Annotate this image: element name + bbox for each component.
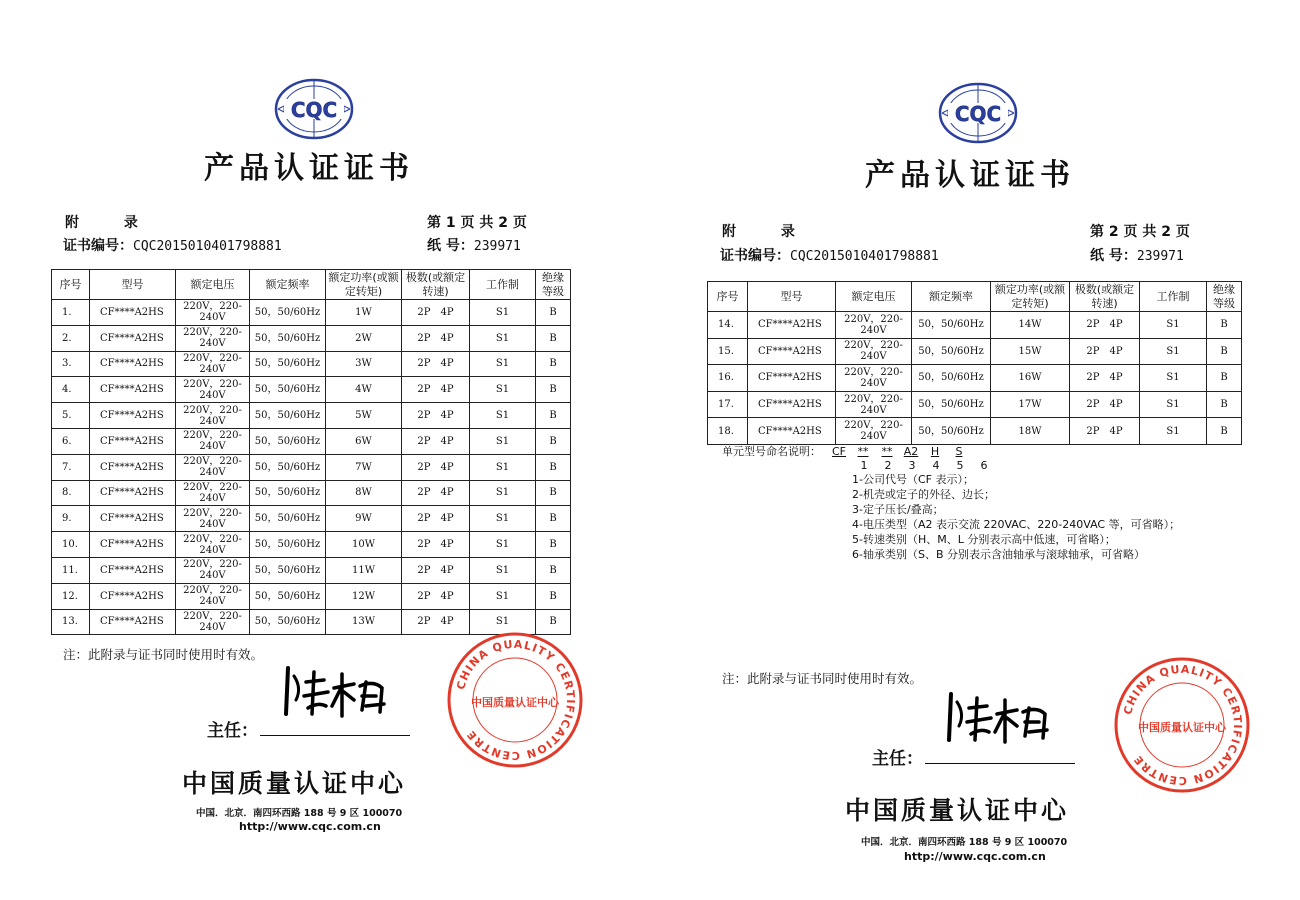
table-cell-no: 18. [708, 418, 748, 445]
table-cell-voltage: 220V，220-240V [176, 300, 250, 326]
table-cell-duty: S1 [1140, 338, 1207, 365]
naming-explanation-item: 6-轴承类别（S、B 分别表示含油轴承与滚球轴承，可省略） [852, 548, 1145, 561]
table-cell-power: 16W [991, 365, 1070, 392]
table-cell-poles: 2P 4P [1070, 365, 1140, 392]
table-header-cell: 极数(或额定转速) [1070, 282, 1140, 312]
table-cell-poles: 2P 4P [1070, 338, 1140, 365]
table-cell-no: 14. [708, 312, 748, 339]
table-cell-freq: 50，50/60Hz [250, 506, 326, 532]
table-cell-power: 15W [991, 338, 1070, 365]
table-cell-ins: B [536, 403, 571, 429]
table-cell-model: CF****A2HS [90, 532, 176, 558]
table-row [708, 312, 1242, 339]
naming-digit: 1 [860, 459, 868, 472]
table-cell-freq: 50，50/60Hz [912, 338, 991, 365]
table-header-row [708, 282, 1242, 312]
table-cell-power: 7W [326, 454, 402, 480]
naming-digit: 2 [884, 459, 892, 472]
naming-explanation-item: 5-转速类别（H、M、L 分别表示高中低速，可省略）； [852, 533, 1116, 546]
naming-pattern: 单元型号命名说明： CF ** ** A2 H S [722, 445, 1180, 459]
table-cell-ins: B [536, 325, 571, 351]
table-cell-model: CF****A2HS [748, 365, 836, 392]
table-cell-model: CF****A2HS [90, 300, 176, 326]
table-cell-no: 2. [52, 325, 90, 351]
table-header-cell: 额定电压 [176, 270, 250, 300]
table-cell-power: 11W [326, 557, 402, 583]
page-info: 第 1 页 共 2 页 [427, 215, 527, 231]
table-cell-voltage: 220V，220-240V [176, 532, 250, 558]
table-cell-no: 10. [52, 532, 90, 558]
table-cell-model: CF****A2HS [748, 338, 836, 365]
table-cell-model: CF****A2HS [90, 377, 176, 403]
table-row [52, 583, 571, 609]
naming-code: H [930, 445, 940, 458]
table-cell-freq: 50，50/60Hz [912, 312, 991, 339]
table-cell-freq: 50，50/60Hz [250, 480, 326, 506]
table-cell-poles: 2P 4P [1070, 312, 1140, 339]
table-cell-ins: B [536, 300, 571, 326]
table-cell-voltage: 220V，220-240V [176, 351, 250, 377]
table-cell-voltage: 220V，220-240V [176, 480, 250, 506]
table-cell-ins: B [536, 428, 571, 454]
cqc-seal-icon [1112, 655, 1252, 795]
table-cell-poles: 2P 4P [402, 403, 470, 429]
organization-address: 中国．北京．南四环西路 188 号 9 区 100070 [861, 837, 1068, 848]
table-cell-poles: 2P 4P [402, 428, 470, 454]
table-cell-voltage: 220V，220-240V [836, 312, 912, 339]
table-row [52, 506, 571, 532]
model-naming-explanation [722, 445, 1180, 563]
table-cell-duty: S1 [470, 325, 536, 351]
table-header-cell: 序号 [708, 282, 748, 312]
table-header-cell: 型号 [90, 270, 176, 300]
naming-explanation-item: 3-定子压长/叠高； [852, 503, 944, 516]
table-cell-power: 5W [326, 403, 402, 429]
table-cell-no: 6. [52, 428, 90, 454]
table-cell-voltage: 220V，220-240V [176, 454, 250, 480]
table-cell-model: CF****A2HS [90, 325, 176, 351]
table-header-cell: 极数(或额定转速) [402, 270, 470, 300]
table-cell-freq: 50，50/60Hz [250, 300, 326, 326]
table-cell-no: 16. [708, 365, 748, 392]
naming-code: ** [881, 445, 893, 458]
cqc-logo-icon [938, 82, 1018, 144]
table-cell-poles: 2P 4P [402, 454, 470, 480]
table-header-cell: 工作制 [470, 270, 536, 300]
table-cell-no: 5. [52, 403, 90, 429]
table-row [52, 300, 571, 326]
table-cell-freq: 50，50/60Hz [250, 532, 326, 558]
model-spec-table [51, 269, 571, 635]
table-header-cell: 额定电压 [836, 282, 912, 312]
table-cell-model: CF****A2HS [90, 557, 176, 583]
table-cell-duty: S1 [470, 300, 536, 326]
table-cell-voltage: 220V，220-240V [176, 557, 250, 583]
table-row [52, 454, 571, 480]
table-row [708, 338, 1242, 365]
table-cell-no: 8. [52, 480, 90, 506]
table-cell-model: CF****A2HS [748, 312, 836, 339]
table-header-cell: 绝缘等级 [536, 270, 571, 300]
table-cell-model: CF****A2HS [748, 391, 836, 418]
naming-code: A2 [903, 445, 919, 458]
organization-url[interactable]: http://www.cqc.com.cn [239, 820, 381, 833]
table-cell-voltage: 220V，220-240V [176, 609, 250, 635]
table-cell-ins: B [536, 583, 571, 609]
table-row [52, 351, 571, 377]
table-cell-freq: 50，50/60Hz [250, 325, 326, 351]
table-header-cell: 序号 [52, 270, 90, 300]
table-cell-duty: S1 [470, 583, 536, 609]
table-cell-model: CF****A2HS [90, 454, 176, 480]
table-cell-model: CF****A2HS [90, 480, 176, 506]
table-cell-duty: S1 [470, 454, 536, 480]
svg-text:中国质量认证中心: 中国质量认证中心 [1138, 721, 1226, 734]
appendix-label: 附 录 [722, 224, 815, 240]
table-cell-no: 3. [52, 351, 90, 377]
certificate-page-2 [650, 0, 1300, 900]
naming-digit: 6 [980, 459, 988, 472]
certificate-title: 产品认证证书 [865, 158, 1075, 193]
table-cell-duty: S1 [470, 557, 536, 583]
table-cell-ins: B [536, 506, 571, 532]
naming-digits [722, 459, 1180, 473]
table-cell-no: 4. [52, 377, 90, 403]
table-cell-duty: S1 [1140, 418, 1207, 445]
table-cell-no: 1. [52, 300, 90, 326]
cqc-logo-icon [274, 78, 354, 140]
table-cell-ins: B [1207, 312, 1242, 339]
table-cell-duty: S1 [470, 480, 536, 506]
naming-code: CF [831, 445, 846, 458]
table-header-row [52, 270, 571, 300]
naming-digit: 3 [908, 459, 916, 472]
paper-number: 纸 号：239971 [1090, 248, 1184, 264]
table-cell-poles: 2P 4P [402, 532, 470, 558]
table-cell-ins: B [536, 609, 571, 635]
table-cell-power: 3W [326, 351, 402, 377]
page-info: 第 2 页 共 2 页 [1090, 224, 1190, 240]
table-cell-power: 8W [326, 480, 402, 506]
table-cell-ins: B [536, 532, 571, 558]
table-cell-model: CF****A2HS [90, 428, 176, 454]
table-cell-poles: 2P 4P [402, 325, 470, 351]
table-cell-poles: 2P 4P [1070, 391, 1140, 418]
validity-note: 注：此附录与证书同时使用时有效。 [722, 671, 923, 686]
table-row [708, 418, 1242, 445]
table-cell-power: 17W [991, 391, 1070, 418]
table-header-cell: 绝缘等级 [1207, 282, 1242, 312]
table-cell-duty: S1 [470, 403, 536, 429]
table-cell-voltage: 220V，220-240V [176, 583, 250, 609]
table-cell-power: 10W [326, 532, 402, 558]
table-row [52, 557, 571, 583]
table-cell-power: 12W [326, 583, 402, 609]
table-cell-poles: 2P 4P [402, 557, 470, 583]
director-sign-line: 主任： [872, 744, 1075, 769]
table-cell-freq: 50，50/60Hz [250, 403, 326, 429]
svg-text:CQC: CQC [290, 98, 338, 122]
table-header-cell: 型号 [748, 282, 836, 312]
organization-name: 中国质量认证中心 [845, 796, 1070, 825]
table-cell-duty: S1 [470, 532, 536, 558]
table-cell-power: 18W [991, 418, 1070, 445]
naming-explanation-item: 4-电压类型（A2 表示交流 220VAC、220-240VAC 等，可省略）； [852, 518, 1181, 531]
certificate-number: 证书编号：CQC2015010401798881 [720, 248, 939, 264]
table-cell-poles: 2P 4P [1070, 418, 1140, 445]
director-signature [262, 662, 402, 724]
table-cell-no: 15. [708, 338, 748, 365]
table-cell-poles: 2P 4P [402, 480, 470, 506]
table-cell-duty: S1 [1140, 391, 1207, 418]
table-cell-voltage: 220V，220-240V [836, 391, 912, 418]
certificate-title: 产品认证证书 [204, 151, 414, 186]
table-cell-duty: S1 [470, 609, 536, 635]
table-row [52, 480, 571, 506]
table-cell-no: 12. [52, 583, 90, 609]
table-cell-ins: B [1207, 365, 1242, 392]
table-cell-model: CF****A2HS [90, 506, 176, 532]
table-row [708, 365, 1242, 392]
table-cell-power: 13W [326, 609, 402, 635]
svg-text:中国质量认证中心: 中国质量认证中心 [471, 696, 559, 709]
svg-text:CHINA QUALITY CERTIFICATION CE: CHINA QUALITY CERTIFICATION CENTRE [1121, 662, 1245, 788]
table-cell-no: 9. [52, 506, 90, 532]
table-header-cell: 工作制 [1140, 282, 1207, 312]
table-row [52, 403, 571, 429]
table-cell-ins: B [536, 454, 571, 480]
table-cell-duty: S1 [470, 377, 536, 403]
table-cell-duty: S1 [470, 428, 536, 454]
validity-note: 注：此附录与证书同时使用时有效。 [63, 647, 264, 662]
director-sign-line: 主任： [207, 716, 410, 741]
table-cell-poles: 2P 4P [402, 300, 470, 326]
table-cell-freq: 50，50/60Hz [250, 583, 326, 609]
table-cell-model: CF****A2HS [90, 609, 176, 635]
svg-text:CQC: CQC [954, 102, 1002, 126]
appendix-label: 附 录 [65, 215, 158, 231]
table-cell-ins: B [1207, 391, 1242, 418]
table-cell-voltage: 220V，220-240V [176, 506, 250, 532]
table-header-cell: 额定频率 [912, 282, 991, 312]
naming-explanations [722, 473, 1180, 563]
table-cell-freq: 50，50/60Hz [250, 557, 326, 583]
table-row [708, 391, 1242, 418]
table-cell-duty: S1 [470, 351, 536, 377]
table-cell-power: 9W [326, 506, 402, 532]
organization-name: 中国质量认证中心 [182, 769, 407, 798]
table-cell-freq: 50，50/60Hz [250, 609, 326, 635]
table-cell-duty: S1 [470, 506, 536, 532]
naming-digit: 5 [956, 459, 964, 472]
table-cell-power: 14W [991, 312, 1070, 339]
table-cell-power: 6W [326, 428, 402, 454]
table-cell-poles: 2P 4P [402, 377, 470, 403]
table-cell-no: 17. [708, 391, 748, 418]
organization-address: 中国．北京．南四环西路 188 号 9 区 100070 [196, 808, 403, 819]
table-cell-model: CF****A2HS [90, 403, 176, 429]
table-cell-voltage: 220V，220-240V [836, 338, 912, 365]
table-cell-freq: 50，50/60Hz [912, 391, 991, 418]
certificate-number: 证书编号：CQC2015010401798881 [63, 238, 282, 254]
table-cell-no: 13. [52, 609, 90, 635]
director-signature [925, 688, 1065, 750]
table-cell-model: CF****A2HS [748, 418, 836, 445]
table-cell-ins: B [536, 377, 571, 403]
table-row [52, 532, 571, 558]
table-cell-model: CF****A2HS [90, 351, 176, 377]
organization-url[interactable]: http://www.cqc.com.cn [904, 850, 1046, 863]
paper-number: 纸 号：239971 [427, 238, 521, 254]
table-cell-no: 7. [52, 454, 90, 480]
table-row [52, 325, 571, 351]
table-cell-duty: S1 [1140, 365, 1207, 392]
table-cell-voltage: 220V，220-240V [176, 428, 250, 454]
table-cell-freq: 50，50/60Hz [250, 377, 326, 403]
table-cell-voltage: 220V，220-240V [176, 377, 250, 403]
cqc-seal-icon [445, 630, 585, 770]
table-cell-voltage: 220V，220-240V [836, 418, 912, 445]
naming-digit: 4 [932, 459, 940, 472]
table-cell-freq: 50，50/60Hz [912, 365, 991, 392]
table-cell-ins: B [536, 351, 571, 377]
table-row [52, 428, 571, 454]
table-cell-power: 2W [326, 325, 402, 351]
table-cell-no: 11. [52, 557, 90, 583]
table-header-cell: 额定功率(或额定转矩) [326, 270, 402, 300]
svg-text:CHINA QUALITY CERTIFICATION CE: CHINA QUALITY CERTIFICATION CENTRE [454, 637, 578, 763]
table-row [52, 377, 571, 403]
naming-code: S [955, 445, 963, 458]
table-cell-ins: B [536, 557, 571, 583]
table-cell-voltage: 220V，220-240V [176, 403, 250, 429]
table-cell-voltage: 220V，220-240V [176, 325, 250, 351]
table-cell-freq: 50，50/60Hz [250, 351, 326, 377]
table-cell-freq: 50，50/60Hz [250, 428, 326, 454]
table-cell-voltage: 220V，220-240V [836, 365, 912, 392]
table-cell-model: CF****A2HS [90, 583, 176, 609]
table-cell-poles: 2P 4P [402, 609, 470, 635]
table-header-cell: 额定功率(或额定转矩) [991, 282, 1070, 312]
naming-code: ** [857, 445, 869, 458]
table-cell-freq: 50，50/60Hz [912, 418, 991, 445]
table-cell-poles: 2P 4P [402, 506, 470, 532]
table-cell-power: 4W [326, 377, 402, 403]
naming-explanation-item: 1-公司代号（CF 表示）； [852, 473, 974, 486]
table-cell-poles: 2P 4P [402, 583, 470, 609]
model-spec-table [707, 281, 1242, 445]
table-cell-poles: 2P 4P [402, 351, 470, 377]
table-cell-freq: 50，50/60Hz [250, 454, 326, 480]
naming-explanation-item: 2-机壳或定子的外径、边长； [852, 488, 995, 501]
table-cell-power: 1W [326, 300, 402, 326]
table-cell-ins: B [536, 480, 571, 506]
table-cell-ins: B [1207, 338, 1242, 365]
table-cell-ins: B [1207, 418, 1242, 445]
table-cell-duty: S1 [1140, 312, 1207, 339]
table-header-cell: 额定频率 [250, 270, 326, 300]
